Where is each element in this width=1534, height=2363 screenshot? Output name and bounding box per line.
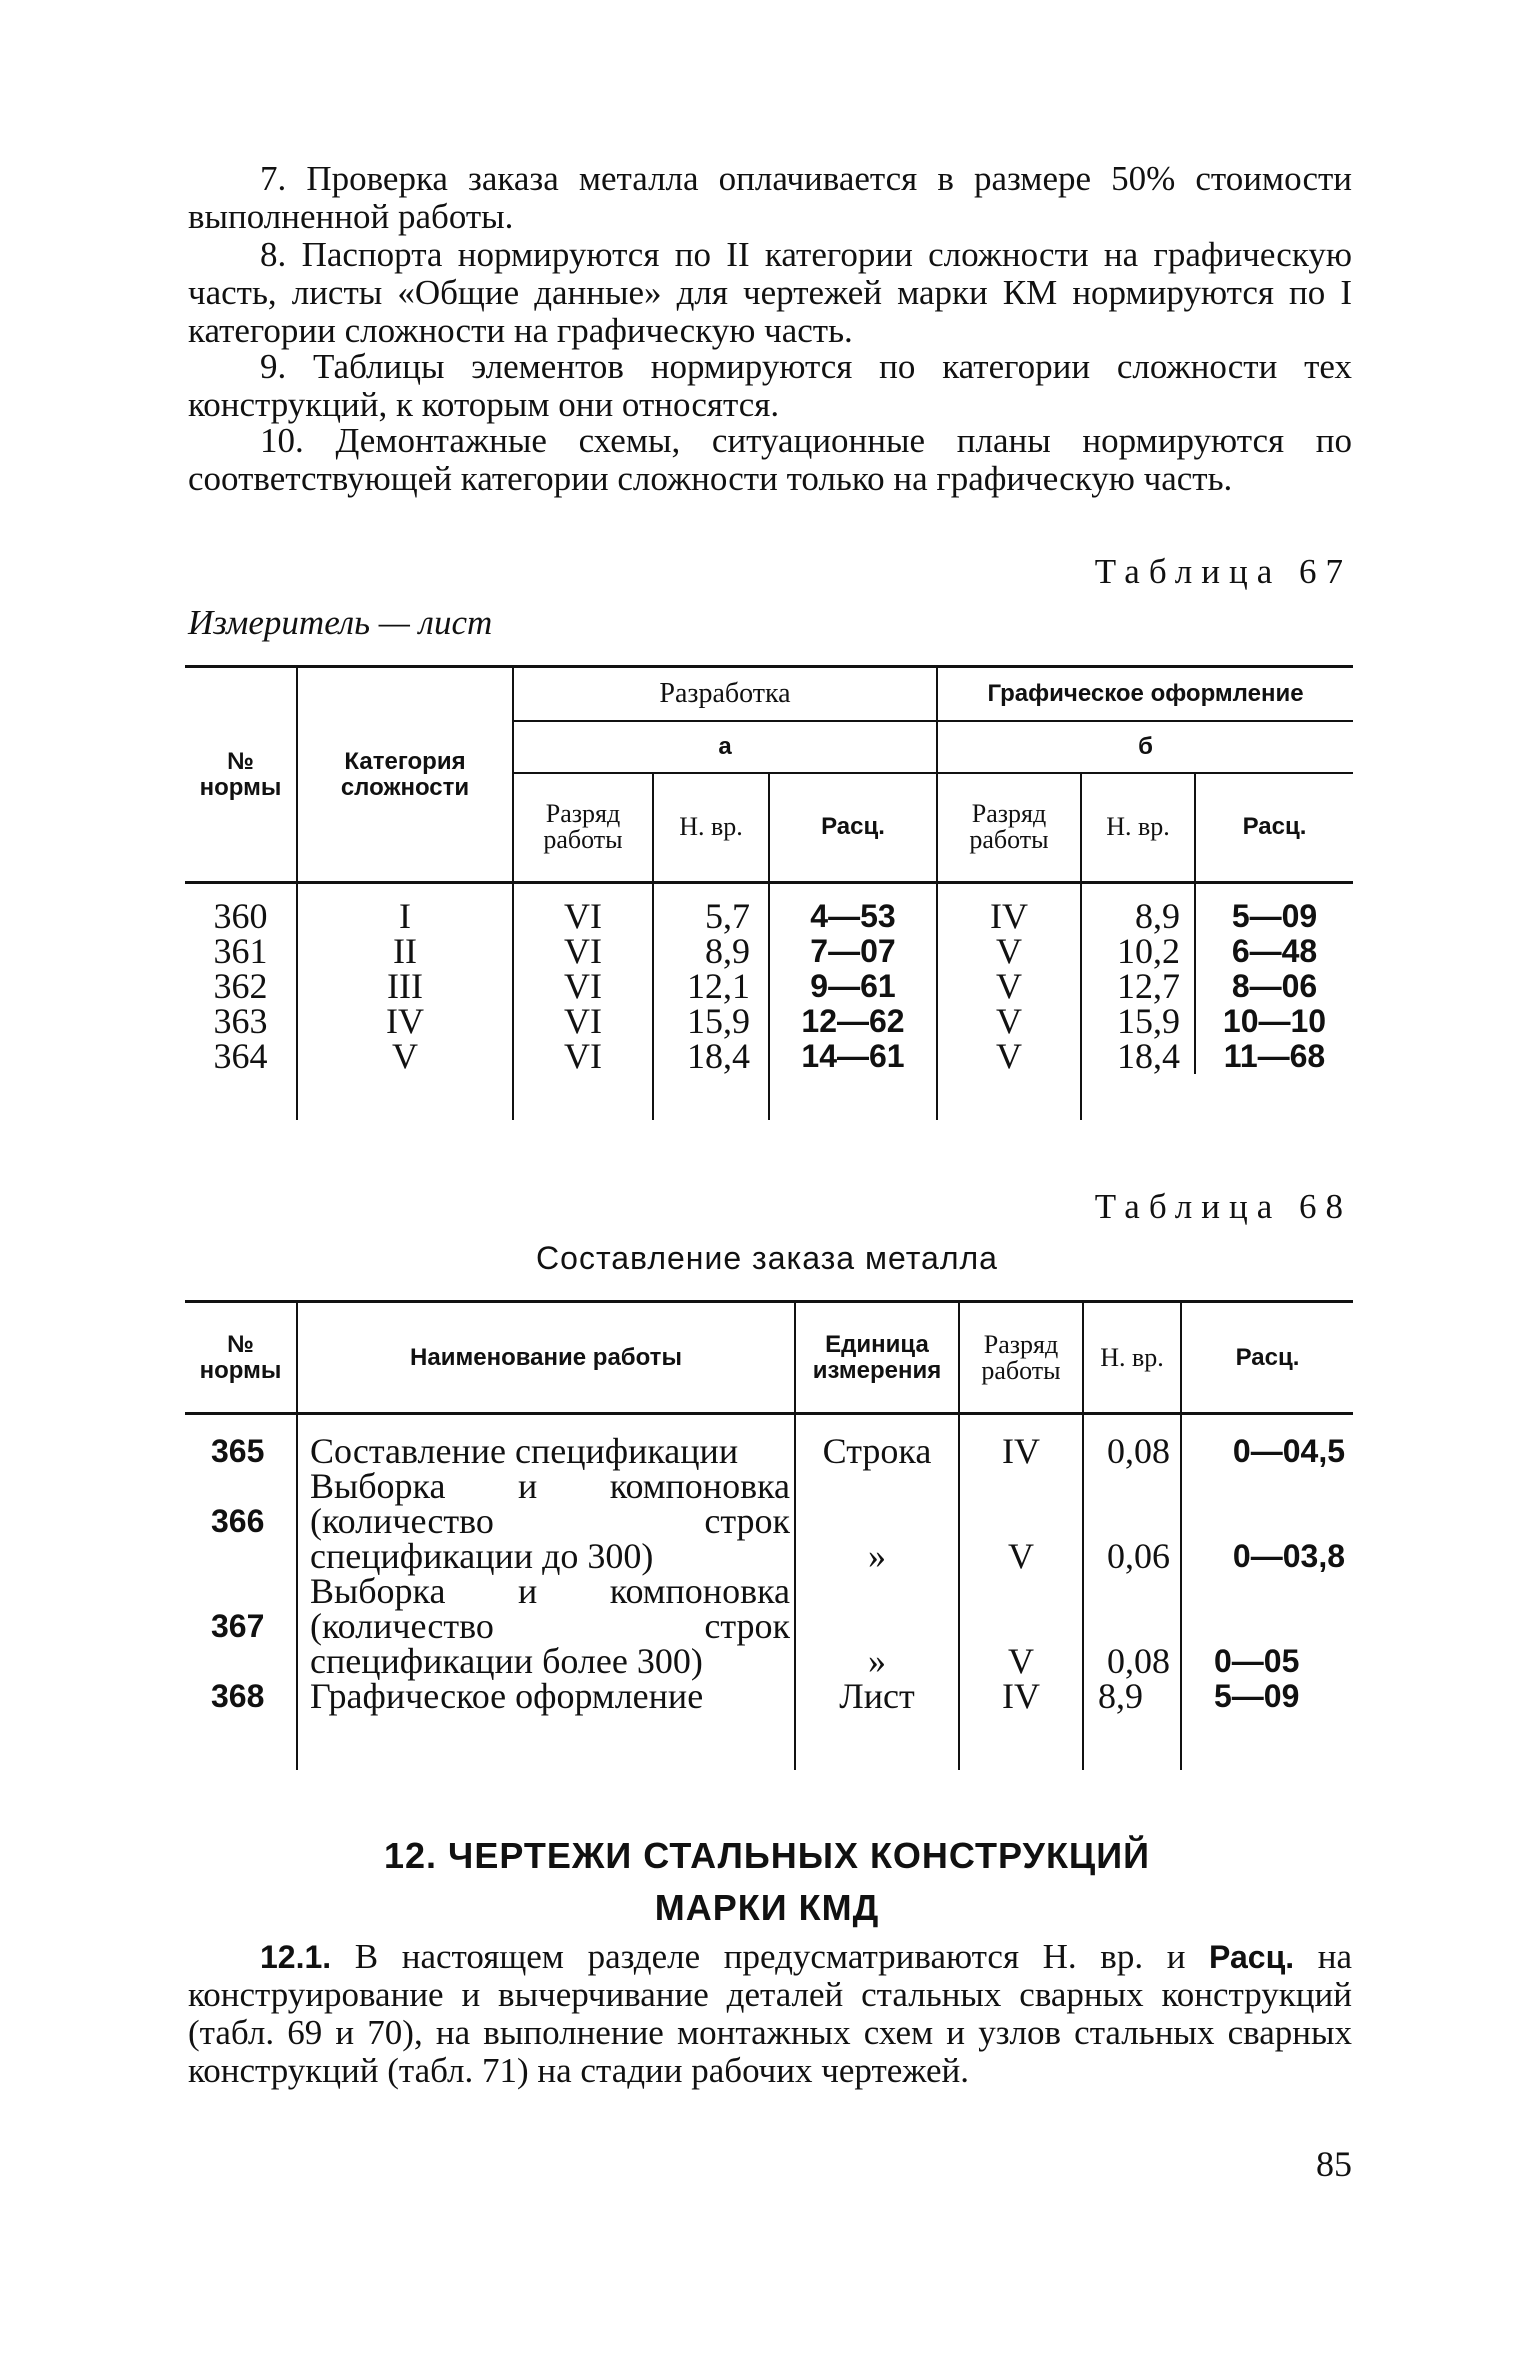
header-sub-b: б <box>937 721 1353 773</box>
paragraph-text: Паспорта нормируются по II категории сложности на графическую часть, листы «Общие данные» для чертежей марки КМ нормируются по I категории сложности на графическую часть. <box>188 235 1352 350</box>
grade-cell: V <box>959 1574 1083 1679</box>
header-dev-cost: Расц. <box>769 773 937 883</box>
paragraph-text-end: на конструирование и вычерчивание деталей стальных сварных конструкций (табл. 69 и 70), на выполнение монтажных схем и узлов стальных сварных конструкций (табл. 71) на стадии рабочих чертежей. <box>188 1937 1353 2090</box>
hours-cell: 0,08 <box>1083 1434 1181 1469</box>
header-development: Разработка <box>513 667 937 721</box>
header-gr-cost: Расц. <box>1195 773 1353 883</box>
norm-cell: 365 <box>211 1432 265 1469</box>
work-name-cell: Графическое оформление <box>297 1679 795 1714</box>
header-cost: Расц. <box>1181 1302 1353 1414</box>
norm-cell: 368 <box>211 1677 265 1714</box>
work-name-cell: Выборка и компоновка (количество строк спецификации более 300) <box>297 1574 795 1679</box>
paragraph-text: Проверка заказа металла оплачивается в размере 50% стоимости выполненной работы. <box>188 159 1353 236</box>
hours-cell: 0,06 <box>1083 1469 1181 1574</box>
cost-cell: 5—09 <box>1181 1679 1353 1714</box>
norm-cell: 366 <box>211 1502 265 1539</box>
unit-cell: » <box>795 1469 959 1574</box>
gr-hours-cell: 8,9 10,2 12,7 15,9 18,4 <box>1081 899 1195 1074</box>
table-row <box>185 899 1353 1074</box>
unit-cell: » <box>795 1574 959 1679</box>
header-grade: Разряд работы <box>959 1302 1083 1414</box>
header-sub-a: а <box>513 721 937 773</box>
cost-cell: 0—05 <box>1181 1574 1353 1679</box>
hours-cell: 8,9 <box>1083 1679 1181 1714</box>
header-work-name: Наименование работы <box>297 1302 795 1414</box>
header-unit: Единица измерения <box>795 1302 959 1414</box>
paragraph-number: 12.1. <box>260 1939 332 1975</box>
header-gr-hours: Н. вр. <box>1081 773 1195 883</box>
grade-cell: IV <box>959 1679 1083 1714</box>
table-67-label: Таблица 67 <box>1094 552 1352 591</box>
dev-hours-cell: 5,7 8,9 12,1 15,9 18,4 <box>653 899 769 1074</box>
norm-cell: 360 361 362 363 364 <box>213 895 268 1076</box>
header-gr-grade: Разряд работы <box>937 773 1081 883</box>
cost-cell: 0—03,8 <box>1181 1469 1353 1574</box>
table-67 <box>185 665 1353 1120</box>
paragraph-text: Демонтажные схемы, ситуационные планы нормируются по соответствующей категории сложности только на графическую часть. <box>188 421 1353 498</box>
unit-cell: Строка <box>795 1434 959 1469</box>
paragraph-number: 7. <box>260 159 287 198</box>
paragraph-8 <box>188 236 1352 350</box>
category-cell: I II III IV V <box>297 899 513 1074</box>
paragraph-text-start: В настоящем разделе предусматриваются Н. вр. и <box>354 1937 1210 1976</box>
header-graphic: Графическое оформление <box>937 667 1353 721</box>
table-row <box>185 1469 1353 1574</box>
work-name-cell: Выборка и компоновка (количество строк спецификации до 300) <box>297 1469 795 1574</box>
header-norm-no: № нормы <box>185 667 297 883</box>
header-norm-no: № нормы <box>185 1302 297 1414</box>
grade-cell: IV <box>959 1434 1083 1469</box>
hours-cell: 0,08 <box>1083 1574 1181 1679</box>
table-row <box>185 1434 1353 1469</box>
header-dev-grade: Разряд работы <box>513 773 653 883</box>
paragraph-7 <box>188 160 1352 236</box>
table-row <box>185 1679 1353 1714</box>
paragraph-10 <box>188 422 1352 498</box>
header-hours: Н. вр. <box>1083 1302 1181 1414</box>
paragraph-12-1 <box>188 1938 1352 2090</box>
table-68-label: Таблица 68 <box>1094 1187 1352 1226</box>
norm-cell: 367 <box>211 1607 265 1644</box>
table-row <box>185 1574 1353 1679</box>
page-number: 85 <box>1316 2144 1352 2184</box>
section-heading <box>0 1830 1534 1934</box>
paragraph-text: Таблицы элементов нормируются по категории сложности тех конструкций, к которым они относятся. <box>188 347 1352 424</box>
section-heading-line-2: МАРКИ КМД <box>654 1887 880 1928</box>
gr-grade-cell: IV V V V V <box>937 899 1081 1074</box>
dev-grade-cell: VI VI VI VI VI <box>513 899 653 1074</box>
table-67-measure: Измеритель — лист <box>188 603 493 642</box>
work-name-cell: Составление спецификации <box>297 1434 795 1469</box>
header-dev-hours: Н. вр. <box>653 773 769 883</box>
unit-cell: Лист <box>795 1679 959 1714</box>
header-category: Категория сложности <box>297 667 513 883</box>
paragraph-number: 9. <box>260 347 287 386</box>
paragraph-number: 10. <box>260 421 304 460</box>
paragraph-9 <box>188 348 1352 424</box>
dev-cost-cell: 4—53 7—07 9—61 12—62 14—61 <box>769 899 937 1074</box>
table-68-title: Составление заказа металла <box>536 1240 998 1276</box>
cost-cell: 0—04,5 <box>1181 1434 1353 1469</box>
paragraph-bold-term: Расц. <box>1209 1939 1295 1975</box>
paragraph-number: 8. <box>260 235 287 274</box>
gr-cost-cell: 5—09 6—48 8—06 10—10 11—68 <box>1195 899 1353 1074</box>
section-heading-line-1: 12. ЧЕРТЕЖИ СТАЛЬНЫХ КОНСТРУКЦИЙ <box>384 1835 1150 1876</box>
table-68 <box>185 1300 1353 1770</box>
grade-cell: V <box>959 1469 1083 1574</box>
